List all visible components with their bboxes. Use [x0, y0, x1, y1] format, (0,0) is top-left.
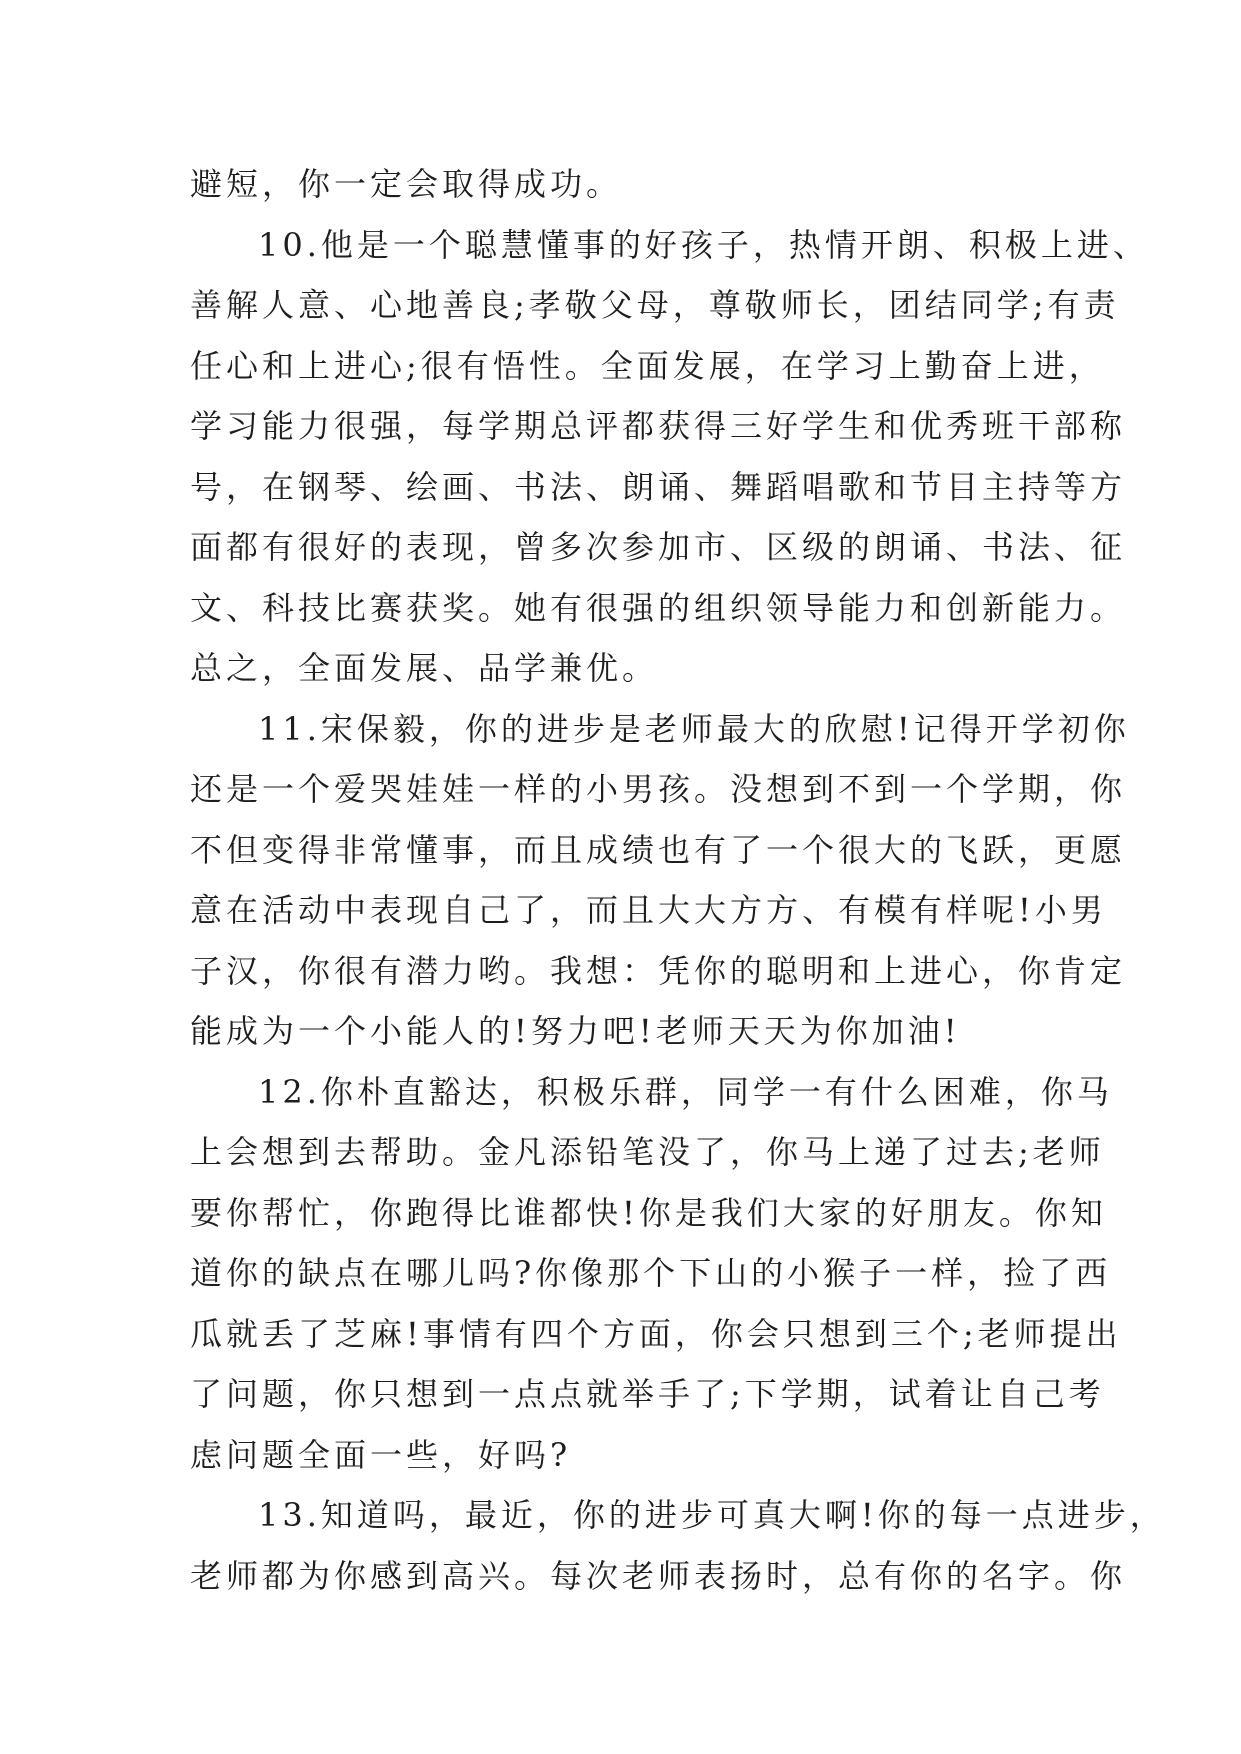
document-body	[190, 154, 1166, 1606]
text-line: 10.他是一个聪慧懂事的好孩子，热情开朗、积极上进、	[258, 225, 1149, 264]
text-line: 不但变得非常懂事，而且成绩也有了一个很大的飞跃，更愿	[190, 830, 1127, 869]
text-line: 要你帮忙，你跑得比谁都快!你是我们大家的好朋友。你知	[190, 1193, 1107, 1232]
text-line: 瓜就丢了芝麻!事情有四个方面，你会只想到三个;老师提出	[190, 1314, 1122, 1353]
text-line: 总之，全面发展、品学兼优。	[190, 649, 659, 687]
text-line: 13.知道吗，最近，你的进步可真大啊!你的每一点进步，	[258, 1496, 1166, 1534]
text-line: 11.宋保毅，你的进步是老师最大的欣慰!记得开学初你	[258, 709, 1130, 748]
text-line: 文、科技比赛获奖。她有很强的组织领导能力和创新能力。	[190, 588, 1127, 627]
text-line: 12.你朴直豁达，积极乐群，同学一有什么困难，你马	[258, 1072, 1113, 1111]
text-line: 避短，你一定会取得成功。	[190, 165, 623, 203]
text-line: 学习能力很强，每学期总评都获得三好学生和优秀班干部称	[190, 407, 1127, 445]
text-line: 任心和上进心;很有悟性。全面发展，在学习上勤奋上进，	[190, 346, 1105, 385]
text-line: 上会想到去帮助。金凡添铅笔没了，你马上递了过去;老师	[190, 1133, 1105, 1171]
text-line: 老师都为你感到高兴。每次老师表扬时，总有你的名字。你	[190, 1556, 1127, 1595]
text-line: 面都有很好的表现，曾多次参加市、区级的朗诵、书法、征	[190, 528, 1127, 566]
text-line: 号，在钢琴、绘画、书法、朗诵、舞蹈唱歌和节目主持等方	[190, 467, 1127, 506]
text-line: 意在活动中表现自己了，而且大大方方、有模有样呢!小男	[190, 891, 1107, 929]
text-line: 子汉，你很有潜力哟。我想：凭你的聪明和上进心，你肯定	[190, 951, 1127, 990]
text-line: 虑问题全面一些，好吗?	[190, 1435, 572, 1474]
text-line: 善解人意、心地善良;孝敬父母，尊敬师长，团结同学;有责	[190, 286, 1120, 324]
text-line: 道你的缺点在哪儿吗?你像那个下山的小猴子一样，捡了西	[190, 1254, 1112, 1292]
text-line: 能成为一个小能人的!努力吧!老师天天为你加油!	[190, 1012, 961, 1050]
text-line: 了问题，你只想到一点点就举手了;下学期，试着让自己考	[190, 1375, 1105, 1413]
text-line: 还是一个爱哭娃娃一样的小男孩。没想到不到一个学期，你	[190, 770, 1127, 808]
